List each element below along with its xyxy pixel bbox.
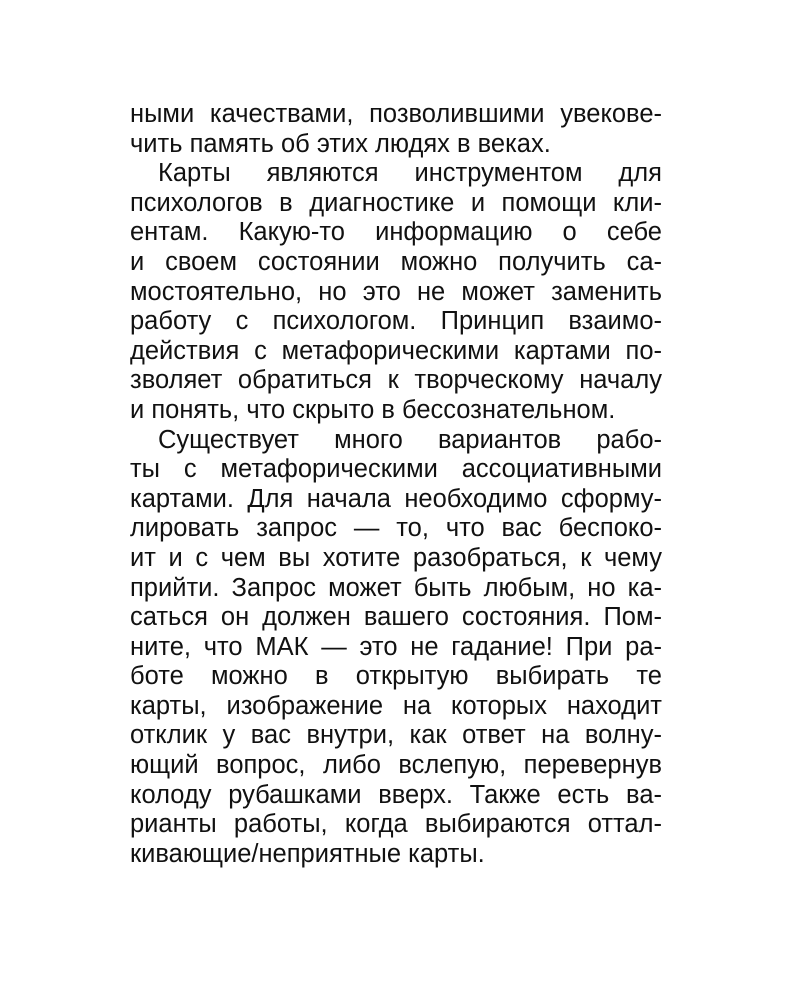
text-line: зволяет обратиться к творческому началу: [130, 366, 662, 395]
text-line: и своем состоянии можно получить са-: [130, 247, 662, 276]
text-line: отклик у вас внутри, как ответ на волну-: [130, 721, 662, 750]
text-line: ты с метафорическими ассоциативными: [130, 455, 662, 484]
text-line: ит и с чем вы хотите разобраться, к чему: [130, 543, 662, 572]
text-line: Карты являются инструментом для: [158, 159, 662, 188]
text-line: работу с психологом. Принцип взаимо-: [130, 307, 662, 336]
text-line: лировать запрос — то, что вас беспоко-: [130, 514, 662, 543]
text-line: чить память об этих людях в веках.: [130, 129, 551, 158]
text-line: колоду рубашками вверх. Также есть ва-: [130, 780, 662, 809]
text-line: саться он должен вашего состояния. Пом-: [130, 603, 662, 632]
text-line: действия с метафорическими картами по-: [130, 336, 662, 365]
text-line: и понять, что скрыто в бессознательном.: [130, 395, 616, 424]
text-line: ентам. Какую-то информацию о себе: [130, 218, 662, 247]
text-line: картами. Для начала необходимо сформу-: [130, 484, 662, 513]
text-line: Существует много вариантов рабо-: [158, 425, 662, 454]
text-line: боте можно в открытую выбирать те: [130, 662, 662, 691]
text-line: психологов в диагностике и помощи кли-: [130, 188, 662, 217]
text-line: карты, изображение на которых находит: [130, 691, 662, 720]
body-text: [130, 100, 662, 869]
text-line: кивающие/неприятные карты.: [130, 839, 485, 868]
text-line: ющий вопрос, либо вслепую, перевернув: [130, 751, 662, 780]
text-line: ными качествами, позволившими увекове-: [130, 100, 662, 128]
text-line: ните, что МАК — это не гадание! При ра-: [130, 632, 662, 661]
text-line: мостоятельно, но это не может заменить: [130, 277, 662, 306]
text-line: прийти. Запрос может быть любым, но ка-: [130, 573, 662, 602]
text-line: рианты работы, когда выбираются оттал-: [130, 810, 662, 839]
